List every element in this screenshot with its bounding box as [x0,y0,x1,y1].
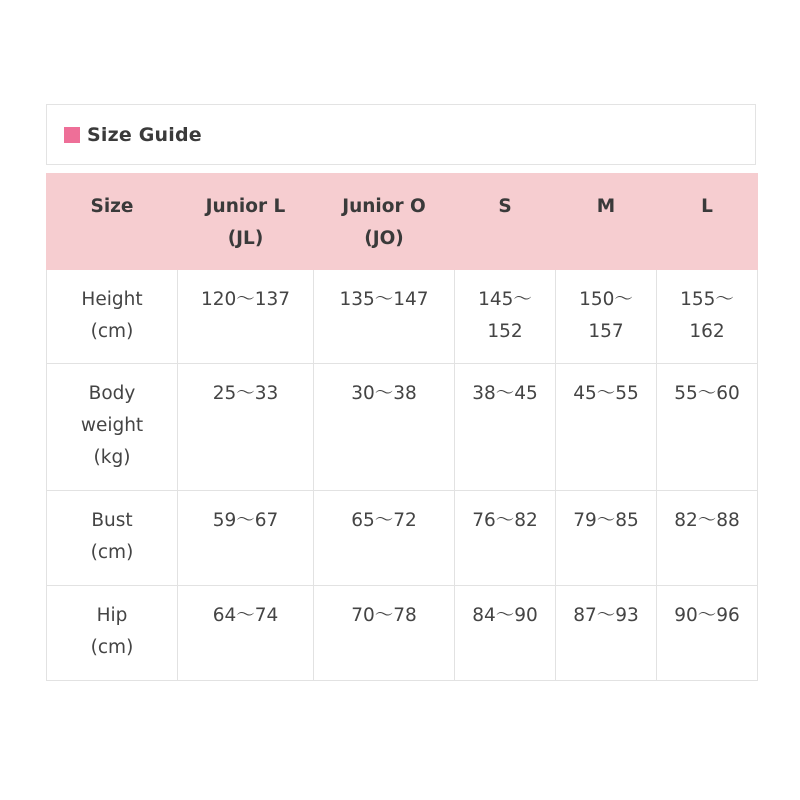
table-row [47,491,758,586]
table-row [47,364,758,491]
size-table [46,173,758,681]
table-cell: 82～88 [657,491,758,586]
table-cell: 120～137 [178,270,314,364]
table-cell: 155～ 162 [657,270,758,364]
row-label-height: Height (cm) [47,270,178,364]
table-cell: 38～45 [455,364,556,491]
table-cell: 87～93 [556,586,657,681]
header-junior-o: Junior O (JO) [314,174,455,270]
table-cell: 30～38 [314,364,455,491]
table-cell: 135～147 [314,270,455,364]
header-size: Size [47,174,178,270]
row-label-body-weight: Body weight (kg) [47,364,178,491]
table-cell: 84～90 [455,586,556,681]
header-m: M [556,174,657,270]
table-cell: 70～78 [314,586,455,681]
table-header-row [47,174,758,270]
table-cell: 59～67 [178,491,314,586]
table-cell: 76～82 [455,491,556,586]
table-cell: 90～96 [657,586,758,681]
section-title: Size Guide [87,123,202,146]
table-cell: 55～60 [657,364,758,491]
table-cell: 150～ 157 [556,270,657,364]
table-row [47,586,758,681]
row-label-bust: Bust (cm) [47,491,178,586]
table-cell: 65～72 [314,491,455,586]
table-row [47,270,758,364]
table-cell: 25～33 [178,364,314,491]
table-cell: 145～ 152 [455,270,556,364]
header-junior-l: Junior L (JL) [178,174,314,270]
row-label-hip: Hip (cm) [47,586,178,681]
header-l: L [657,174,758,270]
pink-square-icon [64,127,80,143]
header-s: S [455,174,556,270]
table-cell: 45～55 [556,364,657,491]
table-cell: 64～74 [178,586,314,681]
table-cell: 79～85 [556,491,657,586]
size-guide-title-box [46,104,756,165]
